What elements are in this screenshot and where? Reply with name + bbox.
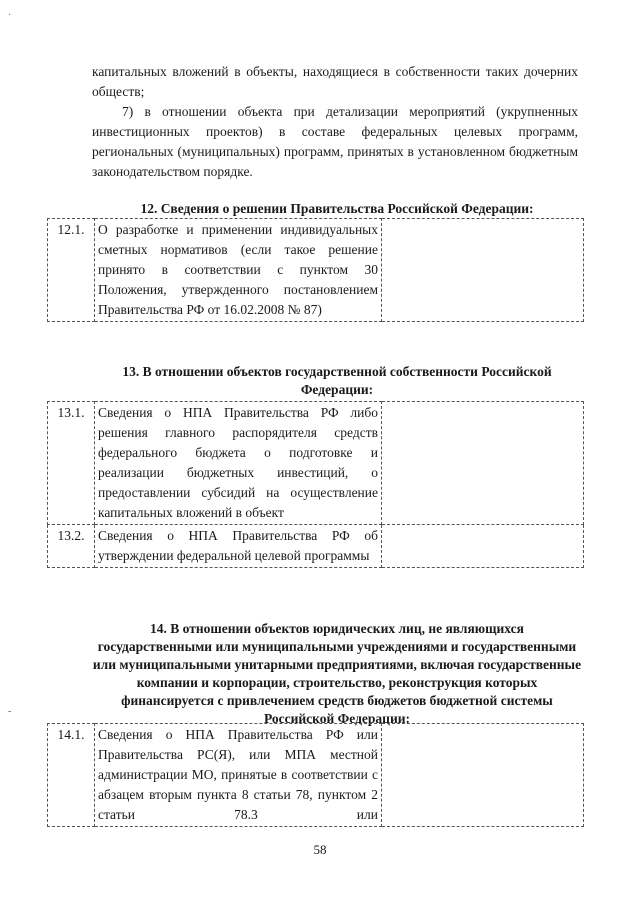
section-12-title: 12. Сведения о решении Правительства Российской Федерации: (140, 201, 534, 216)
row-number: 14.1. (48, 724, 95, 827)
section-13-table (47, 401, 584, 568)
intro-paragraph: капитальных вложений в объекты, находящиеся в собственности таких дочерних обществ; (92, 64, 578, 99)
table-row (48, 525, 584, 568)
table-row (48, 219, 584, 322)
row-number: 13.1. (48, 402, 95, 525)
row-description: Сведения о НПА Правительства РФ или Правительства РС(Я), или МПА местной администрации МО, принятые в соответствии с абзацем вторым пункта 8 статьи 78, пунктом 2 статьи 78.3 или (95, 724, 382, 827)
row-value (382, 219, 584, 322)
section-14-title: 14. В отношении объектов юридических лиц, не являющихся государственными или муниципальными учреждениями и государственными или муниципальными унитарными предприятиями, включая государственные компании и корпорации, строительство, реконструкция которых финансируется с привлечением средств бюджетов бюджетной системы Российской Федерации: (92, 621, 582, 726)
section-14-table (47, 723, 584, 827)
page-number: 58 (313, 842, 327, 857)
section-12-table (47, 218, 584, 322)
section-13-title: 13. В отношении объектов государственной собственности Российской Федерации: (122, 364, 552, 397)
scan-mark: · (8, 10, 12, 21)
row-value (382, 402, 584, 525)
row-description: Сведения о НПА Правительства РФ либо решения главного распорядителя средств федерального бюджета о подготовке и реализации бюджетных инвестиций, о предоставлении субсидий на осуществление капитальных вложений в объект (95, 402, 382, 525)
row-number: 12.1. (48, 219, 95, 322)
table-row (48, 402, 584, 525)
row-value (382, 525, 584, 568)
row-value (382, 724, 584, 827)
row-number: 13.2. (48, 525, 95, 568)
table-row (48, 724, 584, 827)
row-description: О разработке и применении индивидуальных сметных нормативов (если такое решение принято в соответствии с пунктом 30 Положения, утвержденного постановлением Правительства РФ от 16.02.2008 № 87) (95, 219, 382, 322)
row-description: Сведения о НПА Правительства РФ об утверждении федеральной целевой программы (95, 525, 382, 568)
scan-mark: - (8, 706, 12, 717)
item-7-paragraph: 7) в отношении объекта при детализации мероприятий (укрупненных инвестиционных проектов) в составе федеральных целевых программ, региональных (муниципальных) программ, принятых в установленном бюджетным законодательством порядке. (92, 104, 578, 179)
